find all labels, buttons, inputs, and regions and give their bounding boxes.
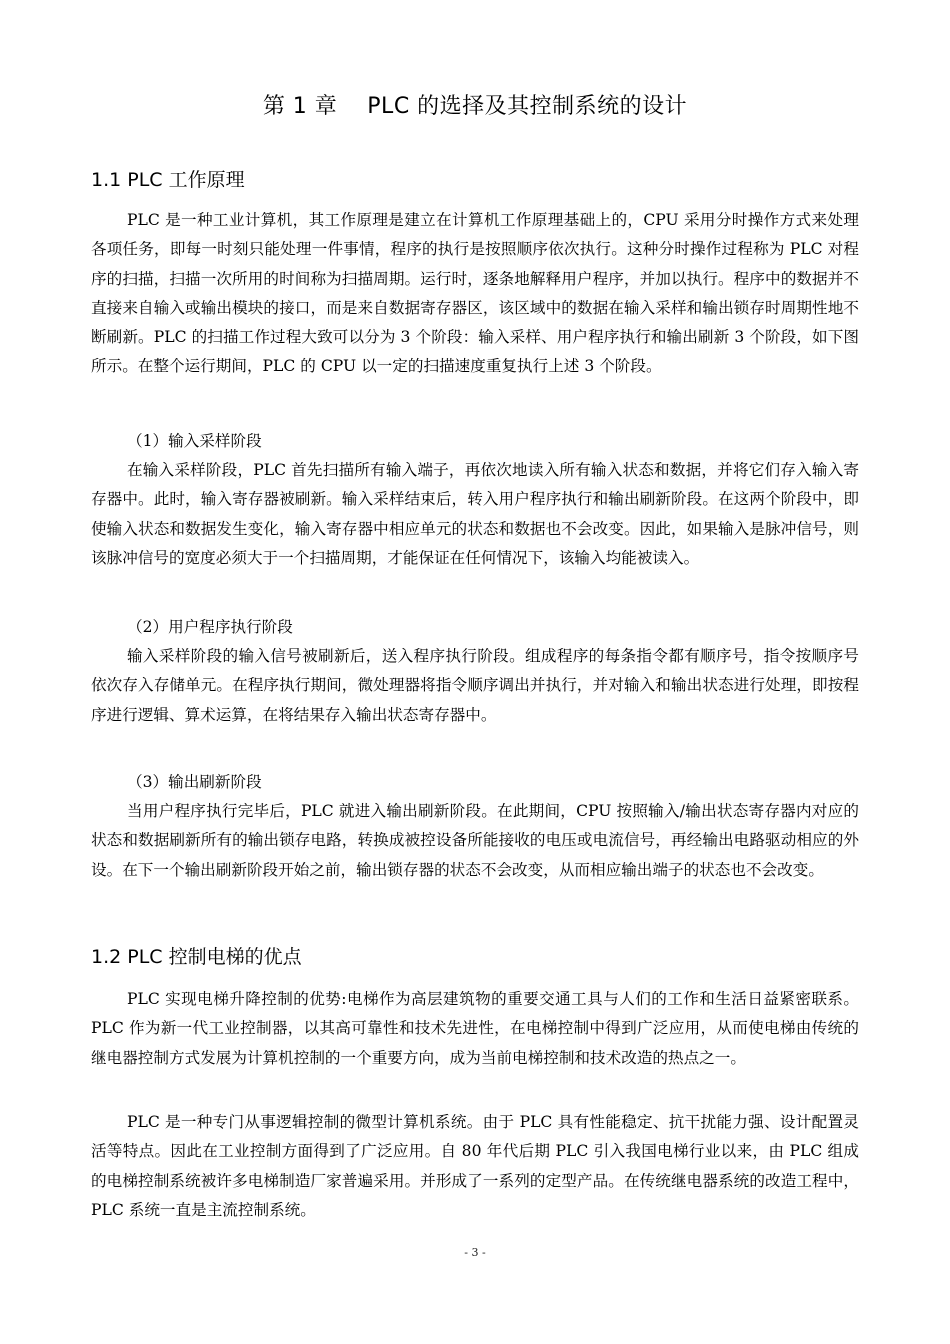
paragraph-plc-system: PLC 是一种专门从事逻辑控制的微型计算机系统。由于 PLC 具有性能稳定、抗干扰能力强、设计配置灵活等特点。因此在工业控制方面得到了广泛应用。自 80 年代后期 PLC 引入我国电梯行业以来，由 PLC 组成的电梯控制系统被许多电梯制造厂家普遍采用。并形成了一系列的定型产品。在传统继电器系统的改造工程中，PLC 系统一直是主流控制系统。 — [91, 1113, 859, 1219]
paragraph-plc-principle: PLC 是一种工业计算机，其工作原理是建立在计算机工作原理基础上的，CPU 采用分时操作方式来处理各项任务，即每一时刻只能处理一件事情，程序的执行是按照顺序依次执行。这种分时操作过程称为 PLC 对程序的扫描，扫描一次所用的时间称为扫描周期。运行时，逐条地解释用户程序，并加以执行。程序中的数据并不直接来自输入或输出模块的接口，而是来自数据寄存器区，该区域中的数据在输入采样和输出锁存时周期性地不断刷新。PLC 的扫描工作过程大致可以分为 3 个阶段：输入采样、用户程序执行和输出刷新 3 个阶段，如下图所示。在整个运行期间，PLC 的 CPU 以一定的扫描速度重复执行上述 3 个阶段。 — [91, 211, 859, 376]
section-heading-1-1: 1.1 PLC 工作原理 — [91, 169, 245, 191]
section-heading-1-2: 1.2 PLC 控制电梯的优点 — [91, 946, 302, 968]
stage-title-output-refresh: （3）输出刷新阶段 — [127, 773, 262, 791]
stage-title-program-execution: （2）用户程序执行阶段 — [127, 618, 293, 636]
paragraph-program-execution: 输入采样阶段的输入信号被刷新后，送入程序执行阶段。组成程序的每条指令都有顺序号，指令按顺序号依次存入存储单元。在程序执行期间，微处理器将指令顺序调出并执行，并对输入和输出状态进行处理，即按程序进行逻辑、算术运算，在将结果存入输出状态寄存器中。 — [91, 647, 859, 724]
page-number: - 3 - — [464, 1246, 486, 1259]
paragraph-input-sampling: 在输入采样阶段，PLC 首先扫描所有输入端子，再依次地读入所有输入状态和数据，并将它们存入输入寄存器中。此时，输入寄存器被刷新。输入采样结束后，转入用户程序执行和输出刷新阶段。在这两个阶段中，即使输入状态和数据发生变化，输入寄存器中相应单元的状态和数据也不会改变。因此，如果输入是脉冲信号，则该脉冲信号的宽度必须大于一个扫描周期，才能保证在任何情况下，该输入均能被读入。 — [91, 461, 859, 567]
chapter-title: 第 1 章 PLC 的选择及其控制系统的设计 — [262, 94, 688, 119]
stage-title-input-sampling: （1）输入采样阶段 — [127, 432, 262, 450]
paragraph-output-refresh: 当用户程序执行完毕后，PLC 就进入输出刷新阶段。在此期间，CPU 按照输入/输出状态寄存器内对应的状态和数据刷新所有的输出锁存电路，转换成被控设备所能接收的电压或电流信号，再经输出电路驱动相应的外设。在下一个输出刷新阶段开始之前，输出锁存器的状态不会改变，从而相应输出端子的状态也不会改变。 — [91, 802, 859, 879]
paragraph-plc-elevator-advantage: PLC 实现电梯升降控制的优势:电梯作为高层建筑物的重要交通工具与人们的工作和生活日益紧密联系。PLC 作为新一代工业控制器，以其高可靠性和技术先进性，在电梯控制中得到广泛应用，从而使电梯由传统的继电器控制方式发展为计算机控制的一个重要方向，成为当前电梯控制和技术改造的热点之一。 — [91, 990, 859, 1067]
